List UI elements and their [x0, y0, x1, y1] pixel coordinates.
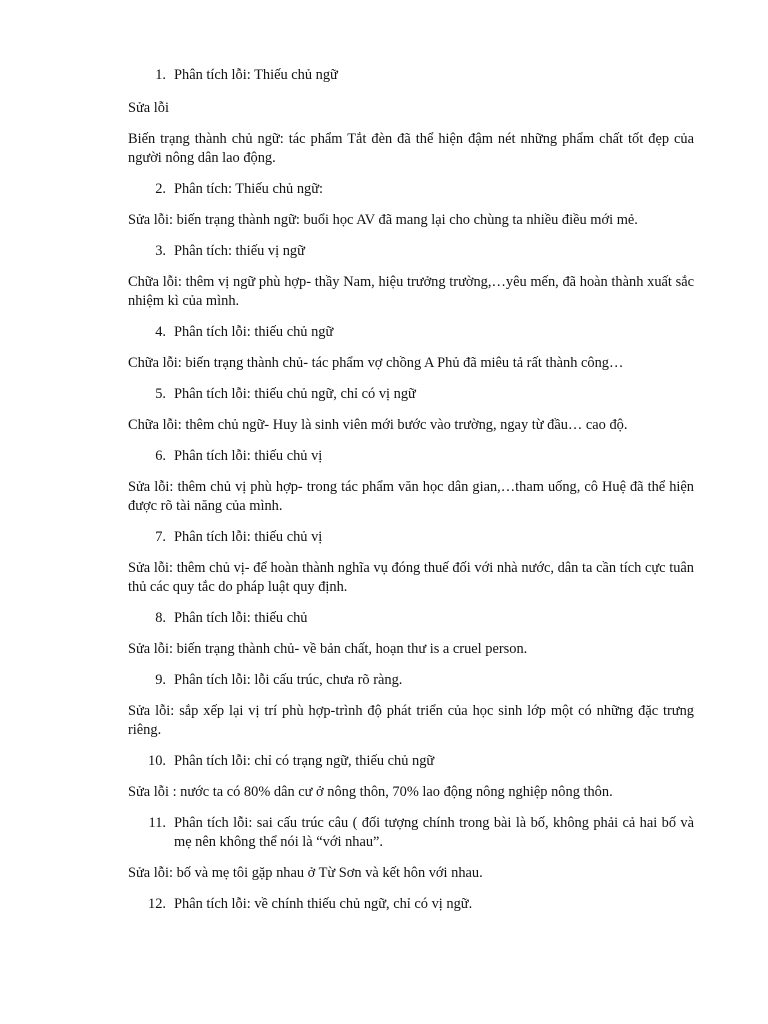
list-item [128, 385, 694, 404]
analysis-text: Phân tích lỗi: thiếu chủ vị [174, 448, 323, 464]
document-body [128, 66, 694, 914]
analysis-text: Phân tích: thiếu vị ngữ [174, 243, 305, 259]
list-item [128, 814, 694, 852]
fix-text: Sửa lỗi: thêm chủ vị phù hợp- trong tác phẩm văn học dân gian,…tham uống, cô Huệ đã thể hiện được rõ tài năng của mình. [128, 479, 694, 514]
analysis-text: Phân tích lỗi: sai cấu trúc câu ( đối tượng chính trong bài là bố, không phải cả hai bố và mẹ nên không thể nói là “với nhau”. [174, 815, 694, 850]
analysis-text: Phân tích lỗi: Thiếu chủ ngữ [174, 67, 338, 83]
item-number: 12. [148, 896, 166, 912]
fix-text: Biến trạng thành chủ ngữ: tác phẩm Tắt đèn đã thể hiện đậm nét những phẩm chất tốt đẹp của người nông dân lao động. [128, 131, 694, 166]
analysis-text: Phân tích lỗi: thiếu chủ ngữ, chỉ có vị ngữ [174, 386, 416, 402]
item-number: 7. [155, 529, 166, 545]
item-number: 6. [155, 448, 166, 464]
list-item [128, 752, 694, 771]
list-item [128, 447, 694, 466]
item-number: 3. [155, 243, 166, 259]
list-item [128, 66, 694, 85]
fix-text: Sửa lỗi: sắp xếp lại vị trí phù hợp-trình độ phát triển của học sinh lớp một có những đặc trưng riêng. [128, 703, 694, 738]
item-number: 1. [155, 67, 166, 83]
fix-heading: Sửa lỗi [128, 100, 169, 116]
fix-text: Chữa lỗi: thêm vị ngữ phù hợp- thầy Nam, hiệu trưởng trường,…yêu mến, đã hoàn thành xuất sắc nhiệm kì của mình. [128, 274, 694, 309]
analysis-text: Phân tích: Thiếu chủ ngữ: [174, 181, 324, 197]
list-item [128, 609, 694, 628]
analysis-text: Phân tích lỗi: thiếu chủ vị [174, 529, 323, 545]
fix-text: Chữa lỗi: thêm chủ ngữ- Huy là sinh viên mới bước vào trường, ngay từ đầu… cao độ. [128, 417, 628, 433]
fix-text: Sửa lỗi : nước ta có 80% dân cư ở nông thôn, 70% lao động nông nghiệp nông thôn. [128, 784, 613, 800]
fix-text: Sửa lỗi: thêm chủ vị- để hoàn thành nghĩa vụ đóng thuế đối với nhà nước, dân ta cần tích cực tuân thủ các quy tắc do pháp luật quy định. [128, 560, 694, 595]
item-number: 8. [155, 610, 166, 626]
fix-text: Sửa lỗi: biến trạng thành ngữ: buổi học AV đã mang lại cho chùng ta nhiều điều mới mẻ. [128, 212, 638, 228]
item-number: 2. [155, 181, 166, 197]
list-item [128, 242, 694, 261]
fix-text: Sửa lỗi: biến trạng thành chủ- về bản chất, hoạn thư is a cruel person. [128, 641, 528, 657]
analysis-text: Phân tích lỗi: thiếu chủ [174, 610, 308, 626]
analysis-text: Phân tích lỗi: lỗi cấu trúc, chưa rõ ràng. [174, 672, 403, 688]
list-item [128, 528, 694, 547]
item-number: 4. [155, 324, 166, 340]
item-number: 10. [148, 753, 166, 769]
analysis-text: Phân tích lỗi: thiếu chủ ngữ [174, 324, 334, 340]
list-item [128, 895, 694, 914]
list-item [128, 180, 694, 199]
item-number: 11. [148, 815, 166, 831]
analysis-text: Phân tích lỗi: về chính thiếu chủ ngữ, chỉ có vị ngữ. [174, 896, 473, 912]
fix-text: Chữa lỗi: biến trạng thành chủ- tác phẩm vợ chồng A Phủ đã miêu tả rất thành công… [128, 355, 624, 371]
fix-text: Sửa lỗi: bố và mẹ tôi gặp nhau ở Từ Sơn và kết hôn với nhau. [128, 865, 483, 881]
item-number: 5. [155, 386, 166, 402]
list-item [128, 671, 694, 690]
analysis-text: Phân tích lỗi: chỉ có trạng ngữ, thiếu chủ ngữ [174, 753, 435, 769]
list-item [128, 323, 694, 342]
item-number: 9. [155, 672, 166, 688]
